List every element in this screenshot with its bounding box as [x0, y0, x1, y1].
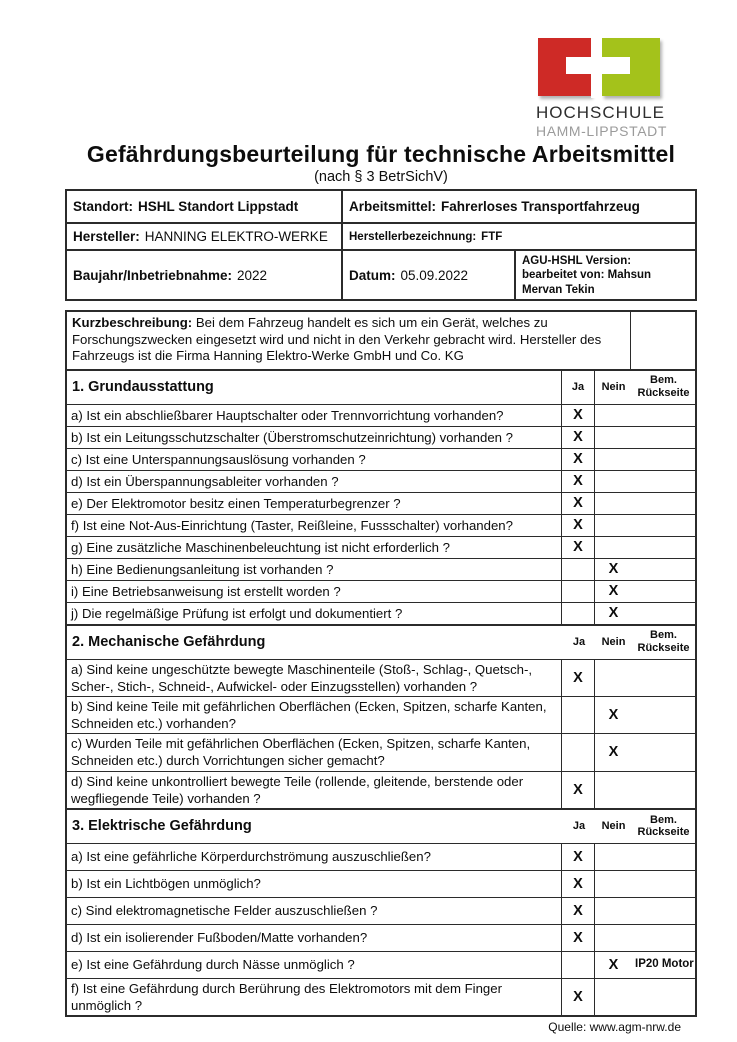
ja-checkbox-cell: X — [562, 772, 595, 808]
question-text: d) Ist ein isolierender Fußboden/Matte vorhanden? — [67, 925, 562, 951]
standort-label: Standort: — [73, 199, 133, 214]
nein-checkbox-cell — [595, 449, 632, 470]
nein-bem-cell — [595, 844, 695, 870]
nein-checkbox-cell: X — [608, 707, 619, 724]
info-table — [65, 189, 697, 301]
ja-checkbox-cell: X — [562, 660, 595, 696]
bemerkung-cell — [632, 537, 695, 558]
question-row — [67, 697, 695, 734]
nein-bem-cell — [595, 734, 695, 770]
bemerkung-cell — [632, 471, 695, 492]
nein-checkbox-cell — [595, 871, 632, 897]
nein-checkbox-cell — [595, 515, 632, 536]
question-text: e) Der Elektromotor besitz einen Temperaturbegrenzer ? — [67, 493, 562, 514]
question-row — [67, 405, 695, 427]
question-row — [67, 559, 695, 581]
question-text: j) Die regelmäßige Prüfung ist erfolgt und dokumentiert ? — [67, 603, 562, 624]
hshl-logo-mark-icon — [536, 38, 666, 100]
nein-bem-cell — [595, 660, 695, 696]
nein-bem-cell — [595, 449, 695, 470]
logo-cross-horizontal — [566, 57, 630, 74]
ja-checkbox-cell: X — [562, 844, 595, 870]
bemerkung-cell — [632, 449, 695, 470]
ja-checkbox-cell: X — [562, 898, 595, 924]
nein-checkbox-cell — [595, 925, 632, 951]
baujahr-label: Baujahr/Inbetriebnahme: — [73, 267, 233, 283]
nein-bem-cell — [595, 537, 695, 558]
bemerkung-cell — [632, 697, 695, 733]
bemerkung-cell: IP20 Motor — [635, 958, 694, 971]
question-text: c) Ist eine Unterspannungsauslösung vorhanden ? — [67, 449, 562, 470]
bemerkung-cell — [632, 898, 695, 924]
bemerkung-cell — [632, 660, 695, 696]
nein-bem-cell — [595, 979, 695, 1015]
bemerkung-cell — [632, 493, 695, 514]
question-text: b) Ist ein Leitungsschutzschalter (Überstromschutzeinrichtung) vorhanden ? — [67, 427, 562, 448]
question-text: g) Eine zusätzliche Maschinenbeleuchtung ist nicht erforderlich ? — [67, 537, 562, 558]
question-row — [67, 515, 695, 537]
nein-bem-cell — [595, 471, 695, 492]
kurzbeschreibung-empty-cell — [631, 312, 695, 369]
nein-bem-cell — [595, 772, 695, 808]
bemerkung-cell — [632, 581, 695, 602]
column-header-ja: Ja — [572, 635, 586, 648]
question-text: b) Sind keine Teile mit gefährlichen Oberflächen (Ecken, Spitzen, scharfe Kanten, Schneiden etc.) vorhanden? — [67, 697, 562, 733]
nein-bem-cell — [595, 515, 695, 536]
question-row — [67, 660, 695, 697]
question-text: d) Sind keine unkontrolliert bewegte Teile (rollende, gleitende, berstende oder wegfliegende Teile) vorhanden ? — [67, 772, 562, 808]
hersteller-value: HANNING ELEKTRO-WERKE — [144, 229, 328, 244]
hersteller-label: Hersteller: — [73, 229, 140, 244]
section-title: 3. Elektrische Gefährdung — [72, 818, 252, 835]
column-header-ja: Ja — [572, 820, 586, 833]
nein-bem-cell — [595, 603, 695, 624]
bemerkung-cell — [632, 925, 695, 951]
nein-checkbox-cell — [595, 471, 632, 492]
ja-checkbox-cell — [562, 559, 595, 580]
hersteller-cell — [67, 224, 343, 249]
baujahr-cell — [67, 251, 343, 299]
question-text: c) Sind elektromagnetische Felder auszuschließen ? — [67, 898, 562, 924]
question-row — [67, 471, 695, 493]
ja-checkbox-cell: X — [562, 493, 595, 514]
datum-cell — [343, 251, 516, 299]
section-title: 1. Grundausstattung — [72, 379, 214, 396]
nein-bem-cell — [595, 427, 695, 448]
column-header-nein: Nein — [601, 820, 626, 833]
assessment-table-body — [67, 371, 695, 1016]
column-header-bem: Bem. Rückseite — [637, 629, 690, 655]
bemerkung-cell — [632, 772, 695, 808]
kurzbeschreibung-text-cell — [67, 312, 631, 369]
version-line2: bearbeitet von: Mahsun Mervan Tekin — [522, 269, 652, 296]
version-cell — [516, 251, 695, 299]
question-row — [67, 952, 695, 979]
question-text: c) Wurden Teile mit gefährlichen Oberflächen (Ecken, Spitzen, scharfe Kanten, Schneiden etc.) durch Vorrichtungen sicher gemacht? — [67, 734, 562, 770]
question-row — [67, 493, 695, 515]
nein-checkbox-cell — [595, 772, 632, 808]
bemerkung-cell — [632, 844, 695, 870]
nein-bem-cell — [595, 925, 695, 951]
ja-checkbox-cell: X — [562, 979, 595, 1015]
info-row-3 — [67, 251, 695, 299]
nein-checkbox-cell: X — [608, 744, 619, 761]
herstellerbezeichnung-cell — [343, 224, 695, 249]
logo-institution-text: HOCHSCHULE — [536, 103, 666, 122]
question-row — [67, 603, 695, 625]
question-text: f) Ist eine Not-Aus-Einrichtung (Taster, Reißleine, Fussschalter) vorhanden? — [67, 515, 562, 536]
arbeitsmittel-label: Arbeitsmittel: — [349, 199, 437, 214]
nein-bem-cell — [595, 559, 695, 580]
section-header-row — [67, 625, 695, 660]
standort-value: HSHL Standort Lippstadt — [138, 199, 299, 214]
bemerkung-cell — [632, 405, 695, 426]
nein-checkbox-cell — [595, 537, 632, 558]
column-header-nein: Nein — [601, 635, 626, 648]
nein-checkbox-cell — [595, 898, 632, 924]
ja-checkbox-cell: X — [562, 871, 595, 897]
question-row — [67, 844, 695, 871]
section-title: 2. Mechanische Gefährdung — [72, 634, 266, 651]
question-text: d) Ist ein Überspannungsableiter vorhanden ? — [67, 471, 562, 492]
nein-bem-cell — [595, 581, 695, 602]
nein-bem-cell — [595, 697, 695, 733]
bemerkung-cell — [632, 559, 695, 580]
hshl-logo — [536, 38, 666, 139]
source-note: Quelle: www.agm-nrw.de — [548, 1020, 681, 1035]
ja-checkbox-cell — [562, 952, 595, 978]
question-text: a) Sind keine ungeschützte bewegte Maschinenteile (Stoß-, Schlag-, Quetsch-, Scher-, Stich-, Schneid-, Aufwickel- oder Einzugsstellen) vorhanden ? — [67, 660, 562, 696]
ja-checkbox-cell: X — [562, 449, 595, 470]
nein-bem-cell — [595, 952, 695, 978]
ja-checkbox-cell — [562, 734, 595, 770]
column-header-bem: Bem. Rückseite — [637, 813, 690, 839]
info-row-2 — [67, 224, 695, 251]
nein-bem-cell — [595, 405, 695, 426]
nein-checkbox-cell: X — [608, 583, 619, 600]
baujahr-value: 2022 — [237, 267, 268, 283]
question-text: i) Eine Betriebsanweisung ist erstellt worden ? — [67, 581, 562, 602]
ja-checkbox-cell: X — [562, 515, 595, 536]
nein-checkbox-cell: X — [608, 956, 619, 973]
info-row-1 — [67, 191, 695, 224]
ja-checkbox-cell: X — [562, 925, 595, 951]
question-text: h) Eine Bedienungsanleitung ist vorhanden ? — [67, 559, 562, 580]
ja-checkbox-cell — [562, 603, 595, 624]
nein-checkbox-cell — [595, 660, 632, 696]
document-content — [65, 141, 697, 1034]
bemerkung-cell — [632, 603, 695, 624]
herstellerbezeichnung-value: FTF — [481, 230, 503, 243]
page-title: Gefährdungsbeurteilung für technische Arbeitsmittel — [86, 141, 676, 167]
question-row — [67, 772, 695, 809]
bemerkung-cell — [632, 871, 695, 897]
nein-checkbox-cell — [595, 493, 632, 514]
ja-checkbox-cell — [562, 697, 595, 733]
kurzbeschreibung-text: Bei dem Fahrzeug handelt es sich um ein Gerät, welches zu Forschungszwecken eingesetzt wird und nicht in den Verkehr gebracht wird. Hersteller des Fahrzeugs ist die Firma Hanning Elektro-Werke GmbH und Co. KG — [72, 315, 602, 364]
nein-bem-cell — [595, 898, 695, 924]
column-header-bem: Bem. Rückseite — [637, 374, 690, 400]
question-row — [67, 427, 695, 449]
column-header-nein: Nein — [601, 380, 626, 393]
question-row — [67, 925, 695, 952]
arbeitsmittel-cell — [343, 191, 695, 222]
ja-checkbox-cell: X — [562, 405, 595, 426]
section-header-row — [67, 371, 695, 405]
question-text: a) Ist eine gefährliche Körperdurchströmung auszuschließen? — [67, 844, 562, 870]
question-row — [67, 871, 695, 898]
question-text: f) Ist eine Gefährdung durch Berührung des Elektromotors mit dem Finger unmöglich ? — [67, 979, 562, 1015]
bemerkung-cell — [632, 979, 695, 1015]
question-row — [67, 449, 695, 471]
question-row — [67, 581, 695, 603]
arbeitsmittel-value: Fahrerloses Transportfahrzeug — [441, 199, 640, 214]
nein-checkbox-cell: X — [608, 605, 619, 622]
nein-bem-cell — [595, 871, 695, 897]
bemerkung-cell — [632, 734, 695, 770]
assessment-table — [65, 310, 697, 1017]
question-text: b) Ist ein Lichtbögen unmöglich? — [67, 871, 562, 897]
nein-checkbox-cell — [595, 844, 632, 870]
page-subtitle: (nach § 3 BetrSichV) — [314, 169, 448, 185]
question-row — [67, 734, 695, 771]
bemerkung-cell — [632, 427, 695, 448]
nein-bem-cell — [595, 493, 695, 514]
ja-checkbox-cell: X — [562, 537, 595, 558]
nein-checkbox-cell — [595, 405, 632, 426]
logo-campus-text: HAMM-LIPPSTADT — [536, 123, 668, 139]
question-row — [67, 898, 695, 925]
nein-checkbox-cell — [595, 979, 632, 1015]
nein-checkbox-cell — [595, 427, 632, 448]
kurzbeschreibung-row — [67, 312, 695, 371]
ja-checkbox-cell — [562, 581, 595, 602]
datum-label: Datum: — [349, 267, 396, 283]
bemerkung-cell — [632, 515, 695, 536]
ja-checkbox-cell: X — [562, 471, 595, 492]
standort-cell — [67, 191, 343, 222]
datum-value: 05.09.2022 — [400, 267, 469, 283]
ja-checkbox-cell: X — [562, 427, 595, 448]
question-text: a) Ist ein abschließbarer Hauptschalter oder Trennvorrichtung vorhanden? — [67, 405, 562, 426]
section-header-row — [67, 809, 695, 844]
question-row — [67, 537, 695, 559]
nein-checkbox-cell: X — [608, 561, 619, 578]
version-line1: AGU-HSHL Version: — [522, 255, 632, 267]
herstellerbezeichnung-label: Herstellerbezeichnung: — [349, 230, 477, 243]
kurzbeschreibung-label: Kurzbeschreibung: — [72, 315, 193, 331]
question-text: e) Ist eine Gefährdung durch Nässe unmöglich ? — [67, 952, 562, 978]
question-row — [67, 979, 695, 1015]
column-header-ja: Ja — [561, 371, 595, 404]
